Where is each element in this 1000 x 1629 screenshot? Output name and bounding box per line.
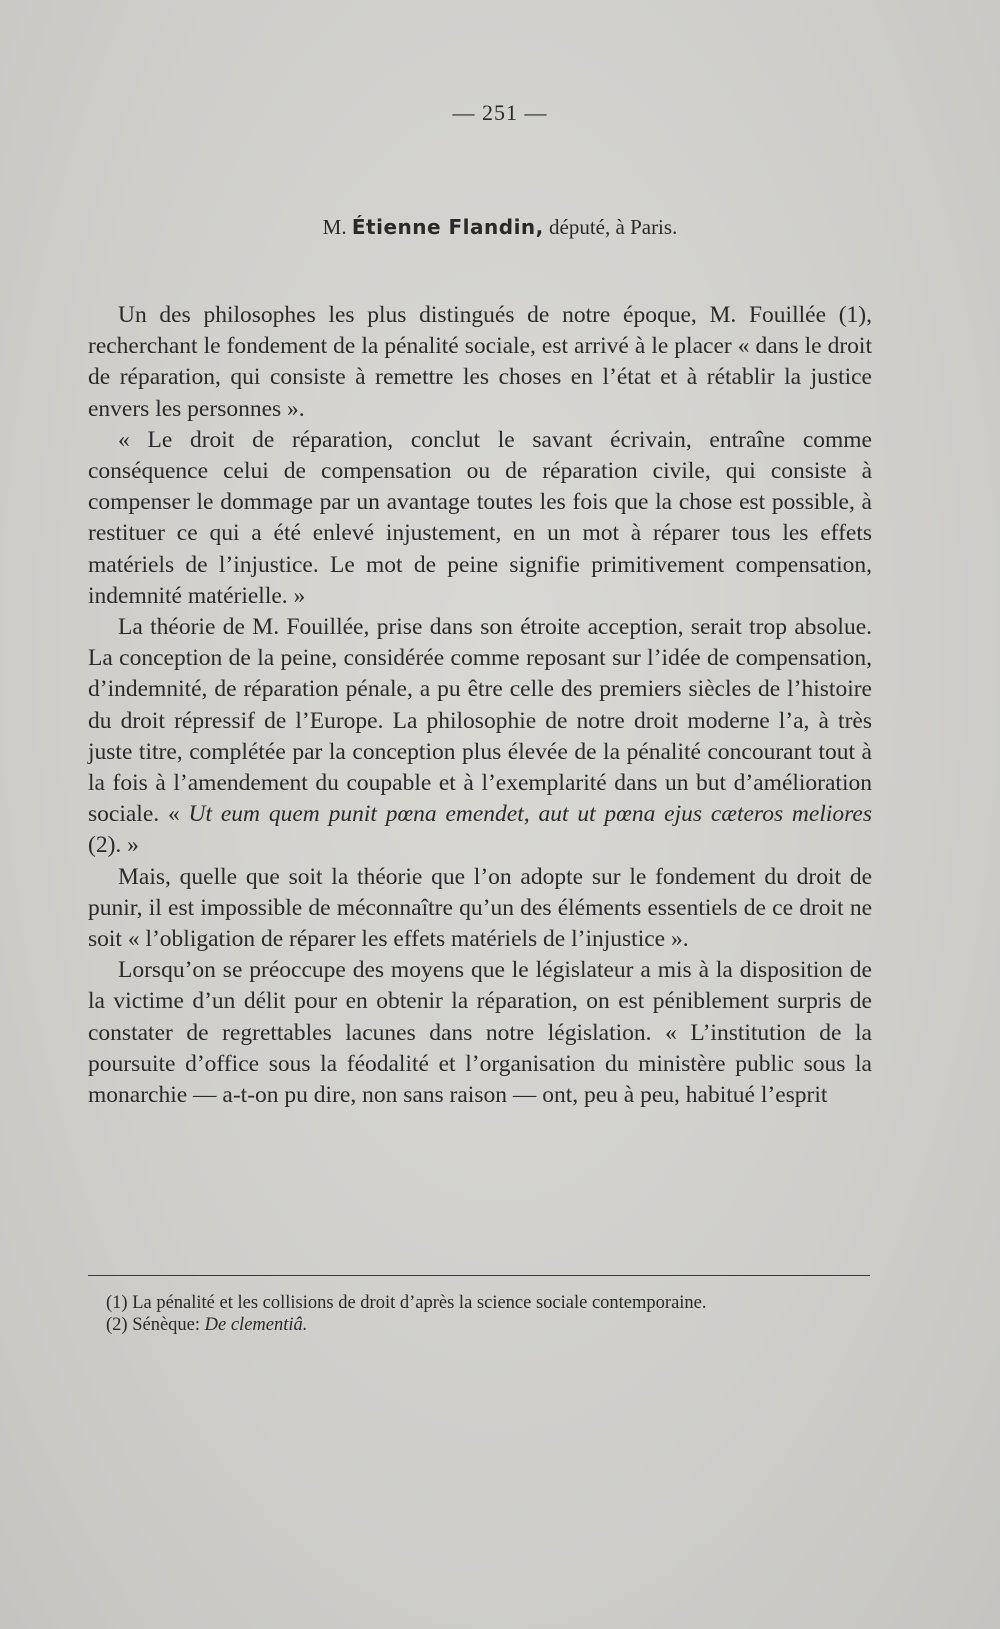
paragraph-3-text-before: La théorie de M. Fouillée, prise dans son étroite acception, serait trop absolue. La conception de la peine, considérée comme reposant sur l’idée de compensation, d’indemnité, de réparation pénale, a pu être celle des premiers siècles de l’histoire du droit répressif de l’Europe. La philosophie de notre droit moderne l’a, à très juste titre, complétée par la conception plus élevée de la pénalité concourant tout à la fois à l’amendement du coupable et à l’exemplarité dans un but d’amélioration sociale. « [88,614,872,828]
paragraph-5: Lorsqu’on se préoccupe des moyens que le législateur a mis à la disposition de la victime d’un délit pour en obtenir la réparation, on est péniblement surpris de constater de regrettables lacunes dans notre législation. « L’institution de la poursuite d’office sous la féodalité et l’organisation du ministère public sous la monarchie — a-t-on pu dire, non sans raison — ont, peu à peu, habitué l’esprit [88,957,872,1109]
body-text [88,300,872,1111]
footnote-2-title: De clementiâ. [204,1315,308,1335]
paragraph-1: Un des philosophes les plus distingués de notre époque, M. Fouillée (1), recherchant le fondement de la pénalité sociale, est arrivé à le placer « dans le droit de réparation, qui consiste à remettre les choses en l’état et à rétablir la justice envers les personnes ». [88,302,872,422]
author-heading [0,215,1000,240]
footnotes [88,1292,872,1336]
paragraph-4: Mais, quelle que soit la théorie que l’on adopte sur le fondement du droit de punir, il est impossible de méconnaître qu’un des éléments essentiels de ce droit ne soit « l’obligation de réparer les effets matériels de l’injustice ». [88,863,872,953]
latin-quote: Ut eum quem punit pœna emendet, aut ut pœna ejus cæteros meliores [188,801,872,828]
paragraph-3 [88,612,872,862]
paragraph-2: « Le droit de réparation, conclut le savant écrivain, entraîne comme conséquence celui de compensation ou de réparation civile, qui consiste à compenser le dommage par un avantage toutes les fois que la chose est possible, à restituer ce qui a été enlevé injustement, en un mot à réparer tous les effets matériels de l’injustice. Le mot de peine signifie primitivement compensation, indemnité matérielle. » [88,426,872,609]
footnote-1: (1) La pénalité et les collisions de droit d’après la science sociale contemporaine. [106,1293,707,1313]
paragraph-3-text-after: (2). » [88,832,139,859]
author-affiliation: député, à Paris. [543,215,678,239]
author-name: Étienne Flandin, [351,215,544,239]
footnote-2 [88,1314,872,1336]
page-number: — 251 — [452,100,548,125]
footnote-2-text: (2) Sénèque: [106,1315,205,1335]
author-prefix: M. [322,215,352,239]
footnote-divider [88,1275,870,1276]
